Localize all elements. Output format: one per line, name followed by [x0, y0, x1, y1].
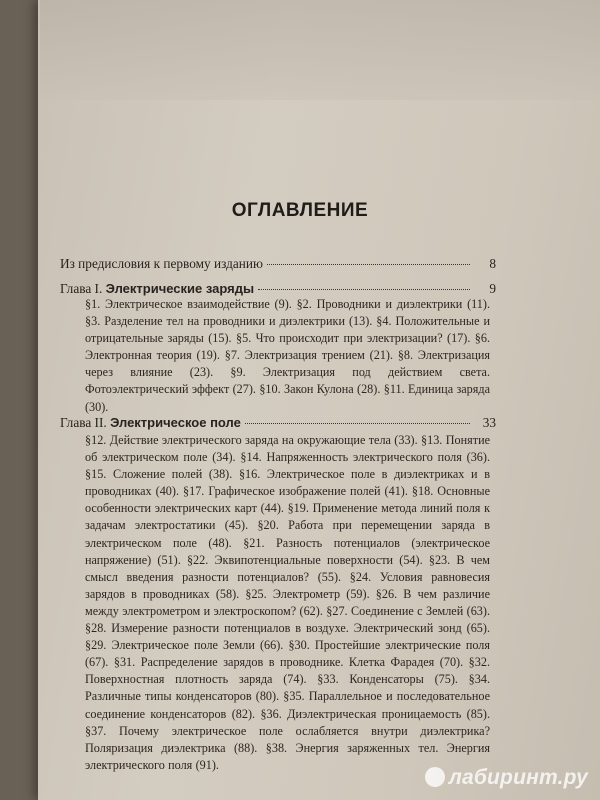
dot-leader [267, 264, 470, 265]
labirint-logo-icon [425, 767, 445, 787]
page-number: 33 [482, 415, 496, 430]
chapter-1-sections: §1. Электрическое взаимодействие (9). §2. Проводники и диэлектрики (11). §3. Разделение тел на проводники и диэлектрики (13). §4. Положительные и отрицательные заряды (15). §5. Что происходит при электризации? (17). §6. Электронная теория (19). §7. Электризация трением (21). §8. Электризация через влияние (23). §9. Электризация под действием света. Фотоэлектрический эффект (27). §10. Закон Кулона (28). §11. Единица заряда (30). [85, 297, 490, 414]
chapter-title: Электрическое поле [110, 415, 241, 430]
show-through-previous-page [40, 0, 600, 100]
page-title: ОГЛАВЛЕНИЕ [231, 200, 369, 221]
page-number: 8 [489, 256, 496, 271]
watermark [425, 766, 588, 790]
dot-leader [245, 423, 470, 424]
toc-entry-preface [60, 256, 496, 276]
page-number: 9 [489, 281, 496, 296]
chapter-title: Электрические заряды [105, 281, 255, 296]
chapter-prefix: Глава II. [60, 415, 107, 430]
preface-label: Из предисловия к первому изданию [60, 256, 263, 271]
chapter-2-sections: §12. Действие электрического заряда на окружающие тела (33). §13. Понятие об электрическом поле (34). §14. Напряженность электрического поля (36). §15. Сложение полей (38). §16. Электрическое поле в диэлектриках и в проводниках (40). §17. Графическое изображение полей (41). §18. Основные особенности электрических карт (44). §19. Применение метода линий поля к задачам электростатики (45). §20. Работа при перемещении заряда в электрическом поле (48). §21. Разность потенциалов (электрическое напряжение) (51). §22. Эквипотенциальные поверхности (54). §23. В чем смысл введения разности потенциалов? (55). §24. Условия равновесия зарядов в проводниках (58). §25. Электрометр (59). §26. В чем различие между электрометром и электроскопом? (62). §27. Соединение с Землей (63). §28. Измерение разности потенциалов в воздухе. Электрический зонд (65). §29. Электрическое поле Земли (66). §30. Простейшие электрические поля (67). §31. Распределение зарядов в проводнике. Клетка Фарадея (70). §32. Поверхностная плотность заряда (74). §33. Конденсаторы (75). §34. Различные типы конденсаторов (80). §35. Параллельное и последовательное соединение конденсаторов (82). §36. Диэлектрическая проницаемость (85). §37. Почему электрическое поле ослабляется внутри диэлектрика? Поляризация диэлектрика (88). §38. Энергия заряженных тел. Энергия электрического поля (91). [85, 433, 490, 772]
dot-leader [258, 289, 470, 290]
watermark-text: лабиринт.ру [448, 766, 588, 789]
chapter-prefix: Глава I. [60, 281, 103, 296]
